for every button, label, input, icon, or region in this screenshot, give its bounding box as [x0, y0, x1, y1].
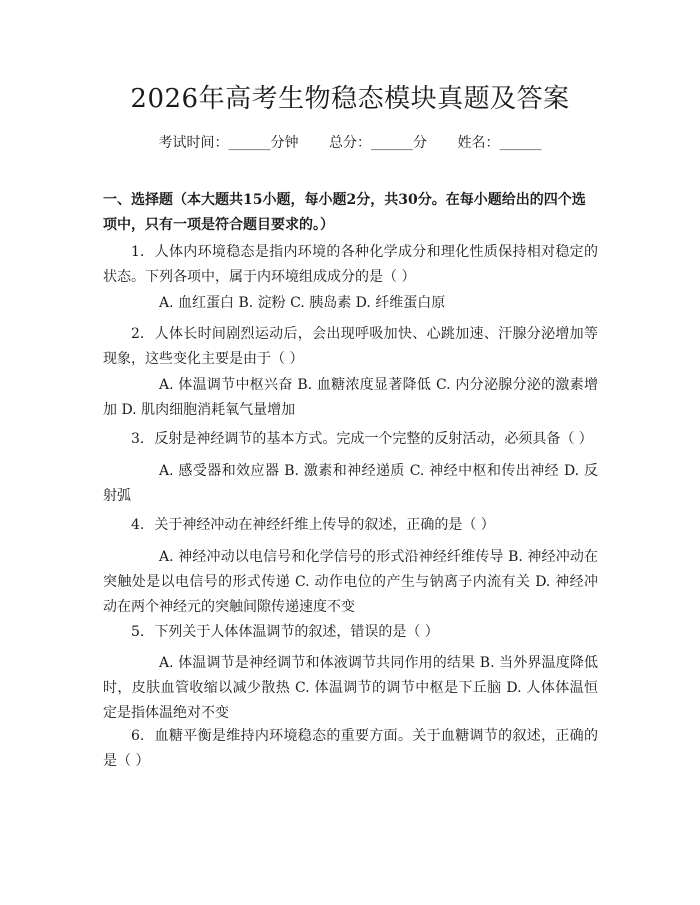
- question-5-stem: [103, 620, 598, 645]
- question-2-stem: [103, 322, 598, 372]
- section-heading: 一、选择题（本大题共15小题，每小题2分，共30分。在每小题给出的四个选项中，只有一项是符合题目要求的。）: [103, 192, 586, 233]
- question-text: 反射是神经调节的基本方式。完成一个完整的反射活动，必须具备（ ）: [154, 431, 593, 447]
- question-3-stem: [103, 427, 598, 452]
- question-4-options: A. 神经冲动以电信号和化学信号的形式沿神经纤维传导 B. 神经冲动在突触处是以电信号的形式传递 C. 动作电位的产生与钠离子内流有关 D. 神经冲动在两个神经元的突触间隙传递速度不变: [103, 549, 598, 615]
- question-1-options: A. 血红蛋白 B. 淀粉 C. 胰岛素 D. 纤维蛋白原: [159, 295, 446, 311]
- page-title: 2026年高考生物稳态模块真题及答案: [130, 84, 570, 114]
- question-number: 1.: [131, 244, 145, 260]
- question-text: 人体内环境稳态是指内环境的各种化学成分和理化性质保持相对稳定的状态。下列各项中，属于内环境组成成分的是（ ）: [103, 244, 598, 285]
- question-text: 血糖平衡是维持内环境稳态的重要方面。关于血糖调节的叙述，正确的是（ ）: [103, 728, 598, 769]
- student-name-field: 姓名：______: [457, 135, 542, 151]
- question-text: 人体长时间剧烈运动后，会出现呼吸加快、心跳加速、汗腺分泌增加等现象，这些变化主要是由于（ ）: [103, 326, 598, 367]
- question-6-stem: [103, 724, 598, 774]
- question-text: 下列关于人体体温调节的叙述，错误的是（ ）: [154, 624, 439, 640]
- exam-time-field: 考试时间：______分钟: [158, 135, 299, 151]
- question-number: 3.: [131, 431, 145, 447]
- question-number: 5.: [131, 624, 145, 640]
- question-2-options: A. 体温调节中枢兴奋 B. 血糖浓度显著降低 C. 内分泌腺分泌的激素增加 D. 肌肉细胞消耗氧气量增加: [103, 377, 598, 418]
- question-1-stem: [103, 240, 598, 290]
- question-5-options: A. 体温调节是神经调节和体液调节共同作用的结果 B. 当外界温度降低时，皮肤血管收缩以减少散热 C. 体温调节的调节中枢是下丘脑 D. 人体体温恒定是指体温绝对不变: [103, 655, 598, 721]
- question-4-stem: [103, 513, 598, 538]
- exam-info-line: [0, 133, 700, 153]
- total-score-field: 总分：______分: [329, 135, 427, 151]
- question-3-options: A. 感受器和效应器 B. 激素和神经递质 C. 神经中枢和传出神经 D. 反射弧: [103, 463, 598, 504]
- question-text: 关于神经冲动在神经纤维上传导的叙述，正确的是（ ）: [154, 517, 495, 533]
- question-number: 6.: [131, 728, 145, 744]
- question-number: 4.: [131, 517, 145, 533]
- question-number: 2.: [131, 326, 145, 342]
